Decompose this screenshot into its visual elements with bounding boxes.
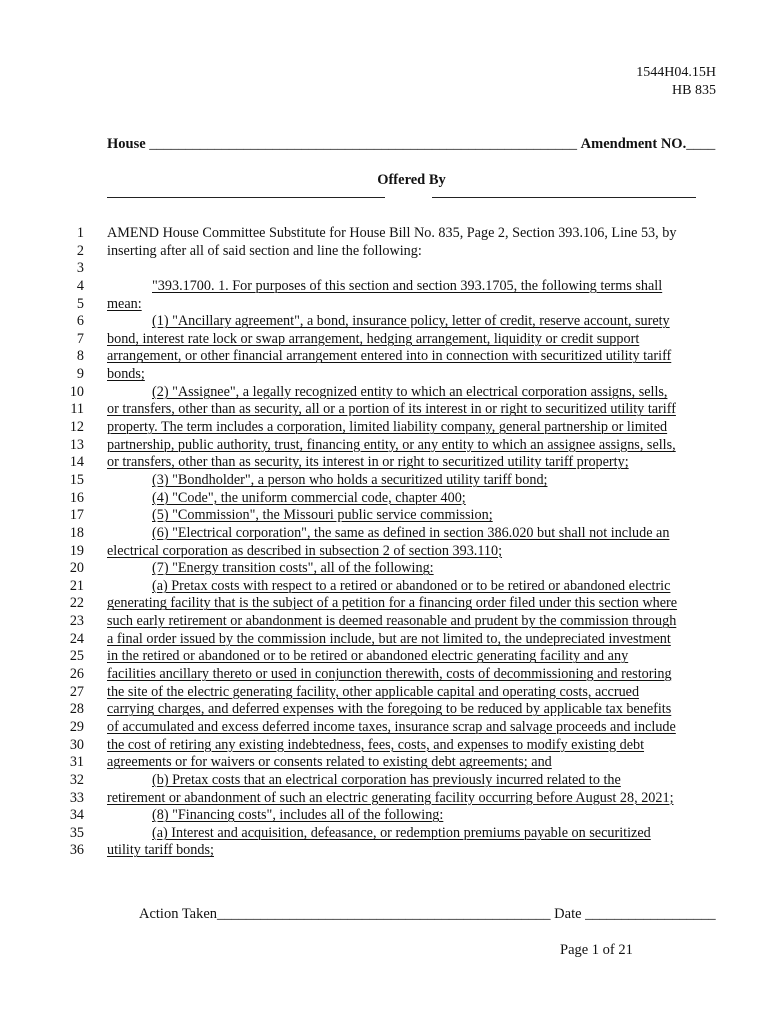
line-number: 17	[69, 507, 84, 524]
date-blank: __________________	[585, 906, 716, 922]
line-text: generating facility that is the subject of a petition for a financing order filed under this section where	[107, 595, 678, 612]
text-line	[0, 684, 770, 702]
line-number: 23	[69, 613, 84, 630]
line-text: bonds;	[107, 366, 145, 383]
line-text: in the retired or abandoned or to be retired or abandoned electric generating facility and any	[107, 648, 629, 665]
offered-by-signature-line-right	[432, 197, 696, 198]
text-line	[0, 560, 770, 578]
text-line	[0, 631, 770, 649]
line-number: 33	[69, 789, 84, 806]
text-line	[0, 401, 770, 419]
line-number: 25	[69, 648, 84, 665]
text-line	[0, 719, 770, 737]
line-text: (a) Interest and acquisition, defeasance, or redemption premiums payable on securitized	[152, 824, 651, 841]
line-number: 10	[69, 383, 84, 400]
text-line	[0, 701, 770, 719]
bill-number: HB 835	[672, 83, 716, 98]
line-text: or transfers, other than as security, its interest in or right to securitized utility tariff property;	[107, 454, 629, 471]
text-line	[0, 578, 770, 596]
text-line	[0, 348, 770, 366]
document-code: 1544H04.15H	[636, 65, 716, 80]
line-text: AMEND House Committee Substitute for House Bill No. 835, Page 2, Section 393.106, Line 53, by	[107, 225, 677, 241]
line-text: of accumulated and excess deferred income taxes, insurance scrap and salvage proceeds and include	[107, 718, 676, 735]
line-text: arrangement, or other financial arrangement entered into in connection with securitized utility tariff	[107, 348, 672, 365]
line-text: "393.1700. 1. For purposes of this section and section 393.1705, the following terms shall	[152, 277, 663, 294]
text-line	[0, 737, 770, 755]
date-label: Date	[554, 906, 582, 922]
text-line	[0, 384, 770, 402]
text-line	[0, 278, 770, 296]
text-line	[0, 419, 770, 437]
line-number: 29	[69, 718, 84, 735]
line-number: 2	[76, 242, 84, 259]
line-text: facilities ancillary thereto or used in conjunction therewith, costs of decommissioning and restoring	[107, 666, 672, 683]
text-line	[0, 296, 770, 314]
text-line	[0, 595, 770, 613]
line-number: 34	[69, 807, 84, 824]
line-number: 18	[69, 524, 84, 541]
text-line	[0, 807, 770, 825]
text-line	[0, 454, 770, 472]
text-line	[0, 366, 770, 384]
line-text: mean:	[107, 295, 142, 312]
house-amendment-line	[107, 136, 717, 153]
text-line	[0, 225, 770, 243]
line-number: 9	[76, 366, 84, 383]
action-taken-blank: ______________________________________________	[217, 906, 551, 922]
line-text: inserting after all of said section and line the following:	[107, 242, 422, 259]
line-number: 27	[69, 683, 84, 700]
line-text: (8) "Financing costs", includes all of the following:	[152, 807, 444, 824]
line-text: (6) "Electrical corporation", the same as defined in section 386.020 but shall not include an	[152, 524, 670, 541]
line-number: 24	[69, 630, 84, 647]
line-text: (5) "Commission", the Missouri public service commission;	[152, 507, 493, 524]
amendment-text-body	[0, 225, 770, 860]
line-text: (a) Pretax costs with respect to a retired or abandoned or to be retired or abandoned electric	[152, 577, 671, 594]
line-text: (1) "Ancillary agreement", a bond, insurance policy, letter of credit, reserve account, surety	[152, 313, 670, 330]
line-number: 16	[69, 489, 84, 506]
line-number: 11	[70, 401, 84, 418]
line-text: (7) "Energy transition costs", all of the following:	[152, 560, 434, 577]
text-line	[0, 790, 770, 808]
house-label: House	[107, 136, 146, 152]
line-text: utility tariff bonds;	[107, 842, 214, 859]
text-line	[0, 543, 770, 561]
line-number: 21	[69, 577, 84, 594]
line-text: (4) "Code", the uniform commercial code, chapter 400;	[152, 489, 466, 506]
line-number: 36	[69, 842, 84, 859]
line-number: 8	[76, 348, 84, 365]
text-line	[0, 613, 770, 631]
document-header	[636, 64, 716, 100]
line-number: 32	[69, 771, 84, 788]
text-line	[0, 260, 770, 278]
text-line	[0, 825, 770, 843]
text-line	[0, 437, 770, 455]
line-number: 35	[69, 824, 84, 841]
line-text: property. The term includes a corporation, limited liability company, general partnership or limited	[107, 419, 668, 436]
line-text: bond, interest rate lock or swap arrangement, hedging arrangement, liquidity or credit support	[107, 330, 640, 347]
line-number: 1	[76, 225, 84, 241]
text-line	[0, 842, 770, 860]
text-line	[0, 243, 770, 261]
action-taken-line	[139, 906, 716, 923]
line-number: 6	[76, 313, 84, 330]
amendment-label: Amendment NO.	[580, 136, 687, 152]
line-number: 30	[69, 736, 84, 753]
line-number: 22	[69, 595, 84, 612]
line-number: 5	[76, 295, 84, 312]
line-text: (3) "Bondholder", a person who holds a securitized utility tariff bond;	[152, 471, 548, 488]
text-line	[0, 472, 770, 490]
text-line	[0, 648, 770, 666]
line-text: the cost of retiring any existing indebtedness, fees, costs, and expenses to modify existing debt	[107, 736, 645, 753]
offered-by-label: Offered By	[377, 172, 446, 188]
line-number: 31	[69, 754, 84, 771]
action-taken-label: Action Taken	[139, 906, 218, 922]
offered-by-signature-line-left	[107, 197, 385, 198]
line-number: 14	[69, 454, 84, 471]
line-number: 7	[76, 330, 84, 347]
line-text: (b) Pretax costs that an electrical corporation has previously incurred related to the	[152, 771, 621, 788]
line-number: 4	[76, 277, 84, 294]
line-text: (2) "Assignee", a legally recognized entity to which an electrical corporation assigns, sells,	[152, 383, 668, 400]
line-number: 13	[69, 436, 84, 453]
line-number: 28	[69, 701, 84, 718]
line-text: or transfers, other than as security, all or a portion of its interest in or right to securitized utility tariff	[107, 401, 676, 418]
line-number: 20	[69, 560, 84, 577]
line-text: such early retirement or abandonment is deemed reasonable and prudent by the commission through	[107, 613, 677, 630]
line-number: 12	[69, 419, 84, 436]
line-text: partnership, public authority, trust, financing entity, or any entity to which an assignee assigns, sells,	[107, 436, 676, 453]
page-number: Page 1 of 21	[560, 942, 633, 958]
line-number: 26	[69, 666, 84, 683]
line-number: 19	[69, 542, 84, 559]
line-text: carrying charges, and deferred expenses with the foregoing to be reduced by applicable tax benefits	[107, 701, 672, 718]
line-number: 15	[69, 471, 84, 488]
text-line	[0, 507, 770, 525]
text-line	[0, 490, 770, 508]
amendment-number-blank: ____	[686, 136, 716, 152]
text-line	[0, 666, 770, 684]
line-number: 3	[76, 260, 84, 277]
house-blank: ___________________________________________________________	[149, 136, 578, 152]
text-line	[0, 331, 770, 349]
line-text: retirement or abandonment of such an electric generating facility occurring before August 28, 2021;	[107, 789, 674, 806]
text-line	[0, 313, 770, 331]
line-text: agreements or for waivers or consents related to existing debt agreements; and	[107, 754, 552, 771]
text-line	[0, 525, 770, 543]
text-line	[0, 754, 770, 772]
line-text: electrical corporation as described in subsection 2 of section 393.110;	[107, 542, 503, 559]
text-line	[0, 772, 770, 790]
line-text: a final order issued by the commission include, but are not limited to, the undepreciated investment	[107, 630, 671, 647]
line-text: the site of the electric generating facility, other applicable capital and operating costs, accrued	[107, 683, 640, 700]
